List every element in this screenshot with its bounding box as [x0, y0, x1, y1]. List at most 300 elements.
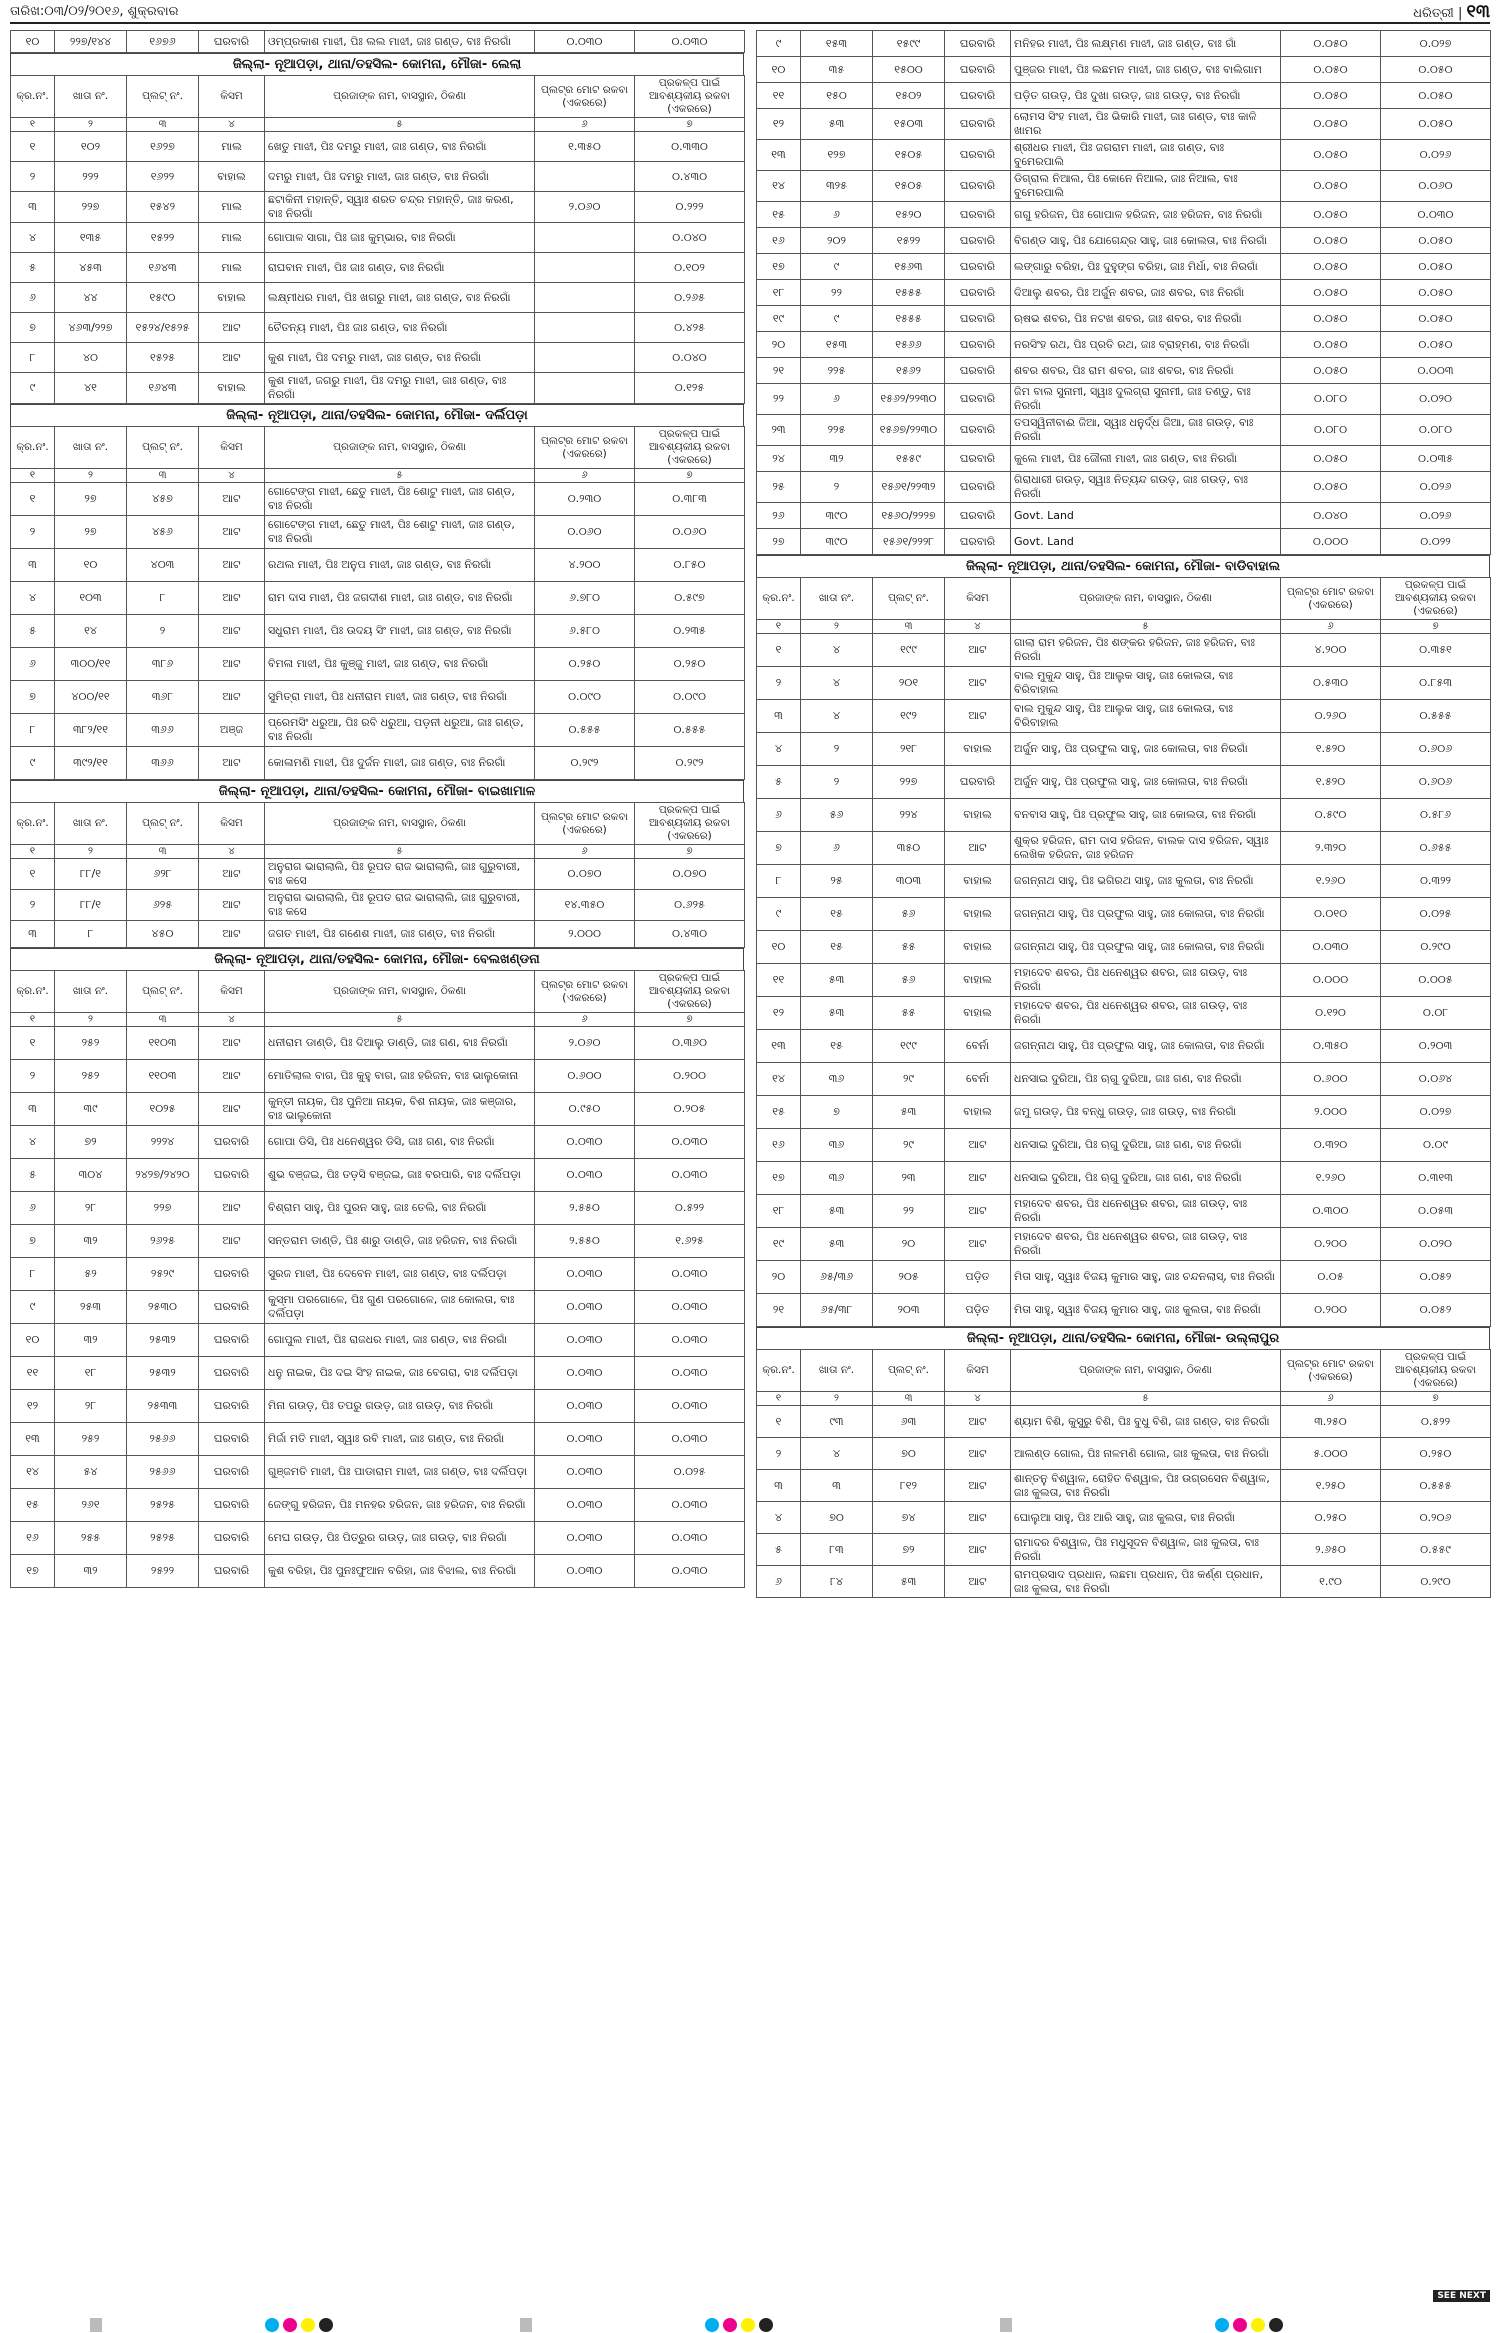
plot-cell: ୧୬୨୨ — [127, 162, 199, 192]
khata-cell: ୩୯୦ — [801, 529, 873, 555]
serial-cell: ୧୦ — [757, 57, 801, 83]
mouza-section — [10, 404, 744, 780]
khata-cell: ୪୫୩ — [55, 253, 127, 283]
serial-cell: ୮ — [11, 343, 55, 373]
name-cell: କୁଶ ମାଝୀ, ଜଗରୁ ମାଝୀ, ପିଃ ଦମରୁ ମାଝୀ, ଜାଃ ଗଣ୍ଡ, ବାଃ ନିରଗାଁ — [265, 373, 535, 404]
khata-cell: ୬୫/୩୬ — [801, 1261, 873, 1294]
plot-cell: ୨୨୪ — [873, 799, 945, 832]
serial-cell: ୩ — [757, 700, 801, 733]
mouza-section — [10, 53, 744, 404]
serial-cell: ୧୦ — [757, 931, 801, 964]
kisam-cell: ଘରବାରି — [199, 1159, 265, 1192]
plot-cell: ୨୩ — [873, 1162, 945, 1195]
serial-cell: ୧ — [11, 483, 55, 516]
name-cell: କୁସ୍ମା ପରଗୋଳେ, ପିଃ ଗୁଣ ପରଗୋଳେ, ଜାଃ କୋଲତା, ବାଃ ଦର୍ଲିପଡ଼ା — [265, 1291, 535, 1324]
total-area-cell: ୦.୦୫ — [1281, 1261, 1381, 1294]
khata-cell: ୨୨୭ — [55, 192, 127, 223]
serial-cell: ୨୦ — [757, 332, 801, 358]
column-header: ପ୍ରକଳ୍ପ ପାଇଁ ଆବଶ୍ୟକୀୟ ରକବା (ଏକରରେ) — [1381, 578, 1491, 620]
khata-cell: ୫୩ — [801, 1228, 873, 1261]
column-header: କିସମ — [199, 971, 265, 1013]
column-header: କ୍ର.ନଂ. — [757, 578, 801, 620]
khata-cell: ୧୮ — [55, 1357, 127, 1390]
gray-bar — [90, 2318, 102, 2332]
name-cell: ଗୋପା ଡିସି, ପିଃ ଧନେଶ୍ୱର ଡିସି, ଜାଃ ଗଣ, ବାଃ ନିରଗାଁ — [265, 1126, 535, 1159]
total-area-cell: ୦.୦୩୦ — [535, 1357, 635, 1390]
kisam-cell: ଆଟ — [199, 890, 265, 921]
kisam-cell: ମାଲ — [199, 223, 265, 253]
required-area-cell: ୦.୦୮୦ — [1381, 415, 1491, 446]
plot-cell: ୪୫୬ — [127, 516, 199, 549]
total-area-cell: ୦.୦୯୦ — [535, 681, 635, 714]
serial-cell: ୨ — [757, 667, 801, 700]
column-header: କିସମ — [199, 76, 265, 118]
kisam-cell: ଘରବାରି — [199, 1291, 265, 1324]
column-index: ୩ — [127, 118, 199, 132]
name-cell: ବିଗଣ୍ଡ ସାହୁ, ପିଃ ଯୋଗେନ୍ଦ୍ର ସାହୁ, ଜାଃ କୋଲତା, ବାଃ ନିରଗାଁ — [1011, 228, 1281, 254]
khata-cell: ୪୧ — [55, 373, 127, 404]
total-area-cell: ୦.୫୩୦ — [1281, 667, 1381, 700]
khata-cell: ୮୮/୧ — [55, 890, 127, 921]
serial-cell: ୨ — [11, 1060, 55, 1093]
name-cell: ଶ୍ୟାମ ବିଶି, କୁସୁରୁ ବିଶି, ପିଃ ବୁଧୁ ବିଶି, ଜାଃ ଗଣ୍ଡ, ବାଃ ନିରଗାଁ — [1011, 1406, 1281, 1438]
plot-cell: ୧୫୨୨ — [127, 223, 199, 253]
total-area-cell: ୦.୦୫୦ — [1281, 57, 1381, 83]
total-area-cell: ୦.୬୦୦ — [535, 1060, 635, 1093]
column-index: ୬ — [535, 118, 635, 132]
required-area-cell: ୦.୦୦୩ — [1381, 358, 1491, 384]
serial-cell: ୧୬ — [757, 1129, 801, 1162]
name-cell: ଅନୁରାଗ ଭାରାଲାଲି, ପିଃ ରୂପତ ରାଜ ଭାରାଲାଲି, ଜାଃ ଗୁରୁବାରୀ, ବାଃ କସେ — [265, 890, 535, 921]
table-row — [11, 747, 745, 780]
kisam-cell: ଆଟ — [945, 1470, 1011, 1502]
column-header: ପ୍ଲଟ୍ ନଂ. — [127, 427, 199, 469]
required-area-cell: ୦.୬୨୫ — [635, 890, 745, 921]
name-cell: ଲକ୍ଷ୍ମୀଧର ମାଝୀ, ପିଃ ଖଗରୁ ମାଝୀ, ଜାଃ ଗଣ୍ଡ, ବାଃ ନିରଗାଁ — [265, 283, 535, 313]
column-index: ୨ — [801, 620, 873, 634]
kisam-cell: ବାହାଲ — [945, 1096, 1011, 1129]
serial-cell: ୧ — [757, 634, 801, 667]
kisam-cell: ଆଟ — [199, 516, 265, 549]
total-area-cell — [535, 162, 635, 192]
table-row — [11, 1357, 745, 1390]
column-header: ପ୍ରକଳ୍ପ ପାଇଁ ଆବଶ୍ୟକୀୟ ରକବା (ଏକରରେ) — [635, 76, 745, 118]
name-cell: ରାମ ଦାସ ମାଝୀ, ପିଃ ଜଗଦୀଶ ମାଝୀ, ଜାଃ ଗଣ୍ଡ, ବାଃ ନିରଗାଁ — [265, 582, 535, 615]
column-header: ପ୍ଲଟ୍‌ର ମୋଟ ରକବା (ଏକରରେ) — [535, 427, 635, 469]
khata-cell: ୧୫ — [801, 898, 873, 931]
plot-cell: ୫୬ — [873, 898, 945, 931]
total-area-cell: ୦.୦୦୦ — [1281, 529, 1381, 555]
table-row — [11, 223, 745, 253]
total-area-cell — [535, 253, 635, 283]
gray-bar — [520, 2318, 532, 2332]
required-area-cell: ୦.୦୮ — [1381, 997, 1491, 1030]
khata-cell: ୪ — [801, 667, 873, 700]
color-dot — [301, 2318, 315, 2332]
plot-cell: ୨୪୨୭/୨୪୨୦ — [127, 1159, 199, 1192]
required-area-cell: ୦.୨୨୨ — [635, 192, 745, 223]
khata-cell: ୫୬ — [801, 799, 873, 832]
column-index: ୬ — [535, 1013, 635, 1027]
required-area-cell: ୦.୩୮୩ — [635, 483, 745, 516]
serial-cell: ୨ — [11, 162, 55, 192]
kisam-cell: ଘରବାରି — [945, 358, 1011, 384]
required-area-cell: ୦.୩୬୦ — [635, 1027, 745, 1060]
required-area-cell: ୦.୦୨୨ — [1381, 529, 1491, 555]
color-dot — [1215, 2318, 1229, 2332]
table-row — [11, 343, 745, 373]
color-dot — [319, 2318, 333, 2332]
required-area-cell: ୦.୦୩୦ — [635, 1390, 745, 1423]
serial-cell: ୨୩ — [757, 415, 801, 446]
total-area-cell: ୦.୬୦୦ — [1281, 1063, 1381, 1096]
khata-cell: ୨୫୨ — [55, 1060, 127, 1093]
kisam-cell: ଘରବାରି — [199, 1555, 265, 1588]
total-area-cell: ୦.୨୯୨ — [535, 747, 635, 780]
kisam-cell: ଘରବାରି — [945, 446, 1011, 472]
total-area-cell — [535, 283, 635, 313]
plot-cell: ୩୬୬ — [127, 714, 199, 747]
required-area-cell: ୦.୨୦୩ — [1381, 1030, 1491, 1063]
required-area-cell: ୦.୪୨୫ — [635, 313, 745, 343]
plot-cell: ୧୫୬୩ — [873, 254, 945, 280]
khata-cell: ୫୩ — [801, 1195, 873, 1228]
column-header: ଖାତା ନଂ. — [55, 76, 127, 118]
mouza-section — [756, 1327, 1490, 1598]
table-row — [11, 1258, 745, 1291]
serial-cell: ୬ — [11, 283, 55, 313]
kisam-cell: ଆଟ — [199, 921, 265, 948]
plot-cell: ୭୨ — [873, 1534, 945, 1566]
khata-cell: ୩୫ — [801, 57, 873, 83]
name-cell: ମନିହର ମାଝୀ, ପିଃ ଲକ୍ଷ୍ମଣ ମାଝୀ, ଜାଃ ଗଣ୍ଡ, ବାଃ ଗାଁ — [1011, 31, 1281, 57]
khata-cell: ୩୨ — [55, 1324, 127, 1357]
name-cell: ବିମଳା ମାଝୀ, ପିଃ କୁଞ୍ଜୁ ମାଝୀ, ଜାଃ ଗଣ୍ଡ, ବାଃ ନିରଗାଁ — [265, 648, 535, 681]
total-area-cell: ୦.୦୩୦ — [535, 1390, 635, 1423]
serial-cell: ୧ — [11, 1027, 55, 1060]
name-cell: ସଧୁରାମ ମାଝୀ, ପିଃ ଉଦୟ ସିଂ ମାଝୀ, ଜାଃ ଗଣ୍ଡ, ବାଃ ନିରଗାଁ — [265, 615, 535, 648]
serial-cell: ୧୯ — [757, 306, 801, 332]
table-row — [757, 57, 1491, 83]
khata-cell: ୭୦ — [801, 1502, 873, 1534]
plot-cell: ୧୯୨ — [873, 700, 945, 733]
kisam-cell: ବାହାଲ — [945, 931, 1011, 964]
kisam-cell: ଘରବାରି — [199, 1258, 265, 1291]
khata-cell: ୪୦୦/୧୧ — [55, 681, 127, 714]
name-cell: ଧନସାଇ ଦୁରିଆ, ପିଃ ଋଗୁ ଦୁରିଆ, ଜାଃ ଗଣ, ବାଃ ନିରଗାଁ — [1011, 1129, 1281, 1162]
serial-cell: ୧୭ — [757, 254, 801, 280]
khata-cell: ୨୨୨ — [55, 162, 127, 192]
table-row — [757, 83, 1491, 109]
column-header: ଖାତା ନଂ. — [55, 971, 127, 1013]
khata-cell: ୪୬୩/୨୨୭ — [55, 313, 127, 343]
plot-cell: ୬୨୮ — [127, 859, 199, 890]
total-area-cell: ୧.୫୨୦ — [1281, 733, 1381, 766]
serial-cell: ୧୩ — [757, 1030, 801, 1063]
plot-cell: ୨୯ — [873, 1063, 945, 1096]
khata-cell: ୩୨ — [55, 1225, 127, 1258]
name-cell: ମହାଦେବ ଶବର, ପିଃ ଧନେଶ୍ୱର ଶବର, ଜାଃ ଗଉଡ଼, ବାଃ ନିରଗାଁ — [1011, 1228, 1281, 1261]
name-cell: ଗଗୁ ହରିଜନ, ପିଃ ଗୋପାଳ ହରିଜନ, ଜାଃ ହରିଜନ, ବାଃ ନିରଗାଁ — [1011, 202, 1281, 228]
column-index: ୨ — [801, 1392, 873, 1406]
plot-cell: ୨୨୨୪ — [127, 1126, 199, 1159]
table-row — [757, 171, 1491, 202]
name-cell: ଛଟାକିନୀ ମହାନ୍ତି, ସ୍ୱାଃ ଶରତ ଚନ୍ଦ୍ର ମହାନ୍ତି, ଜାଃ କରଣ, ବାଃ ନିରଗାଁ — [265, 192, 535, 223]
serial-cell: ୪ — [757, 733, 801, 766]
table-row — [757, 415, 1491, 446]
kisam-cell: ଘରବାରି — [199, 1324, 265, 1357]
index-row — [11, 845, 745, 859]
name-cell: ମୋତିଲାଲ ବାଗ, ପିଃ କୁହୁ ବାଗ, ଜାଃ ହରିଜନ, ବାଃ ଭାଲୁକୋନା — [265, 1060, 535, 1093]
name-cell: ମହାଦେବ ଶବର, ପିଃ ଧନେଶ୍ୱର ଶବର, ଜାଃ ଗଉଡ଼, ବାଃ ନିରଗାଁ — [1011, 997, 1281, 1030]
table-row — [757, 964, 1491, 997]
table-row — [757, 733, 1491, 766]
required-area-cell: ୦.୦୩୦ — [635, 1324, 745, 1357]
required-area-cell: ୦.୦୩୦ — [635, 31, 745, 53]
required-area-cell: ୦.୪୩୦ — [635, 921, 745, 948]
total-area-cell: ୦.୦୩୦ — [535, 31, 635, 53]
khata-cell: ୧୫୦ — [801, 83, 873, 109]
kisam-cell: ଆଟ — [199, 747, 265, 780]
khata-cell: ୩୬ — [801, 1162, 873, 1195]
color-dot — [283, 2318, 297, 2332]
khata-cell: ୧୫୩ — [801, 31, 873, 57]
khata-cell: ୨୨୭/୧୪୪ — [55, 31, 127, 53]
kisam-cell: ଆଟ — [199, 648, 265, 681]
kisam-cell: ଘରବାରି — [199, 1423, 265, 1456]
table-row — [757, 1162, 1491, 1195]
kisam-cell: ଘରବାରି — [199, 1357, 265, 1390]
total-area-cell: ୦.୦୩୦ — [535, 1555, 635, 1588]
plot-cell: ୧୫୨୨ — [873, 228, 945, 254]
color-dot — [1233, 2318, 1247, 2332]
required-area-cell: ୦.୨୫୦ — [1381, 1438, 1491, 1470]
total-area-cell: ୧.୨୬୦ — [1281, 1162, 1381, 1195]
kisam-cell: ଆଟ — [945, 1162, 1011, 1195]
plot-cell: ୧୫୦୩ — [873, 109, 945, 140]
column-header: ଖାତା ନଂ. — [55, 803, 127, 845]
name-cell: ଜଗନ୍ନାଥ ସାହୁ, ପିଃ ଭଗିରଥ ସାହୁ, ଜାଃ କୁଲତା, ବାଃ ନିରଗାଁ — [1011, 865, 1281, 898]
color-dot — [265, 2318, 279, 2332]
name-cell: ଗୋପାଳ ସାଗା, ପିଃ ଜାଃ କୁମ୍ଭାର, ବାଃ ନିରଗାଁ — [265, 223, 535, 253]
plot-cell: ୧୫୬୧/୨୨୩୨ — [873, 472, 945, 503]
kisam-cell: ଆଟ — [199, 549, 265, 582]
serial-cell: ୧୭ — [757, 1162, 801, 1195]
table-row — [11, 162, 745, 192]
column-header: ପ୍ଲଟ୍‌ର ମୋଟ ରକବା (ଏକରରେ) — [535, 803, 635, 845]
table-row — [11, 921, 745, 948]
kisam-cell: ଆଟ — [199, 343, 265, 373]
khata-cell: ୨୫ — [801, 865, 873, 898]
table-row — [757, 446, 1491, 472]
serial-cell: ୬ — [757, 799, 801, 832]
kisam-cell: ଆଟ — [945, 1438, 1011, 1470]
masthead: ଧରିତ୍ରୀ | ୧୩ — [1413, 0, 1490, 22]
serial-cell: ୫ — [757, 766, 801, 799]
kisam-cell: ଆଟ — [199, 1192, 265, 1225]
plot-cell: ୨୦୩ — [873, 1294, 945, 1327]
name-cell: କୁଶ ମାଝୀ, ପିଃ ଦମରୁ ମାଝୀ, ଜାଃ ଗଣ୍ଡ, ବାଃ ନିରଗାଁ — [265, 343, 535, 373]
table-row — [757, 1566, 1491, 1598]
serial-cell: ୩ — [11, 549, 55, 582]
name-cell: ଗୁଞ୍ଜମତି ମାଝୀ, ପିଃ ପାଡାରାମ ମାଝୀ, ଜାଃ ଗଣ୍ଡ, ବାଃ ଦର୍ଲିପଡ଼ା — [265, 1456, 535, 1489]
required-area-cell: ୦.୬୫୫ — [1381, 832, 1491, 865]
table-row — [11, 1093, 745, 1126]
name-cell: ଋଷଭ ଶବର, ପିଃ ନଟଖ ଶବର, ଜାଃ ଶବର, ବାଃ ନିରଗାଁ — [1011, 306, 1281, 332]
khata-cell: ୨ — [801, 766, 873, 799]
plot-cell: ୨୫୩୩ — [127, 1390, 199, 1423]
name-cell: ମିତା ସାହୁ, ସ୍ୱାଃ ବିଜୟ କୁମାର ସାହୁ, ଜାଃ କୁଲତା, ବାଃ ନିରଗାଁ — [1011, 1294, 1281, 1327]
kisam-cell: ଘରବାରି — [199, 1489, 265, 1522]
table-row — [757, 384, 1491, 415]
table-row — [757, 634, 1491, 667]
total-area-cell: ୦.୫୫୫ — [535, 714, 635, 747]
total-area-cell: ୦.୯୫୦ — [535, 1093, 635, 1126]
land-table — [756, 577, 1491, 1327]
name-cell: ପଡ଼ିତ ଗଉଡ଼, ପିଃ ଦୁଖା ଗଉଡ଼, ଜାଃ ଗଉଡ଼, ବାଃ ନିରଗାଁ — [1011, 83, 1281, 109]
required-area-cell: ୦.୦୨୬ — [1381, 140, 1491, 171]
kisam-cell: ଘରବାରି — [945, 472, 1011, 503]
plot-cell: ୨୫୨୫ — [127, 1522, 199, 1555]
plot-cell: ୨୦୫ — [873, 1261, 945, 1294]
name-cell: ଆଲଣ୍ଡ ଗୋଲ, ପିଃ ନାଳମଣି ଗୋଲ, ଜାଃ କୁଲତା, ବାଃ ନିରଗାଁ — [1011, 1438, 1281, 1470]
table-row — [757, 254, 1491, 280]
name-cell: ଜେଙ୍ଗୁ ହରିଜନ, ପିଃ ମନହର ହରିଜନ, ଜାଃ ହରିଜନ, ବାଃ ନିରଗାଁ — [265, 1489, 535, 1522]
khata-cell: ୯ — [801, 306, 873, 332]
serial-cell: ୭ — [11, 313, 55, 343]
khata-cell: ୫୨ — [55, 1258, 127, 1291]
name-cell: ଜଗନ୍ନାଥ ସାହୁ, ପିଃ ପ୍ରଫୁଲ ସାହୁ, ଜାଃ କୋଲତା, ବାଃ ନିରଗାଁ — [1011, 1030, 1281, 1063]
plot-cell: ୫୩ — [873, 1566, 945, 1598]
kisam-cell: ଆଟ — [945, 832, 1011, 865]
total-area-cell: ୦.୦୩୦ — [535, 1423, 635, 1456]
serial-cell: ୧୬ — [11, 1522, 55, 1555]
plot-cell: ୧୫୬୭/୨୨୩୦ — [873, 415, 945, 446]
plot-cell: ୨୫୨୫ — [127, 1489, 199, 1522]
kisam-cell: ଘରବାରି — [945, 280, 1011, 306]
required-area-cell: ୧.୬୨୫ — [635, 1225, 745, 1258]
column-header: ପ୍ଲଟ୍‌ର ମୋଟ ରକବା (ଏକରରେ) — [535, 76, 635, 118]
required-area-cell: ୦.୦୨୫ — [635, 1456, 745, 1489]
total-area-cell: ୨.୬୫୦ — [1281, 1534, 1381, 1566]
total-area-cell: ୦.୨୩୦ — [535, 483, 635, 516]
column-header: କ୍ର.ନଂ. — [11, 803, 55, 845]
name-cell: ରଥଲ ମାଝୀ, ପିଃ ଅନୁପ ମାଝୀ, ଜାଃ ଗଣ୍ଡ, ବାଃ ନିରଗାଁ — [265, 549, 535, 582]
table-row — [757, 529, 1491, 555]
serial-cell: ୪ — [11, 223, 55, 253]
name-cell: ଗିରାଧାରୀ ଗଉଡ଼, ସ୍ୱାଃ ନିତ୍ୟନ୍ଦ ଗଉଡ଼, ଜାଃ ଗଉଡ଼, ବାଃ ନିରଗାଁ — [1011, 472, 1281, 503]
gray-bar — [1000, 2318, 1012, 2332]
required-area-cell: ୦.୦୨୫ — [1381, 898, 1491, 931]
total-area-cell: ୦.୦୫୦ — [1281, 228, 1381, 254]
table-row — [757, 700, 1491, 733]
required-area-cell: ୦.୬୦୬ — [1381, 766, 1491, 799]
required-area-cell: ୦.୦୫୦ — [1381, 57, 1491, 83]
total-area-cell: ୦.୦୫୦ — [1281, 332, 1381, 358]
plot-cell: ୩୦୩ — [873, 865, 945, 898]
table-row — [757, 667, 1491, 700]
name-cell: ବାଲ ମୁକୁନ୍ଦ ସାହୁ, ପିଃ ଆଲୁକ ସାହୁ, ଜାଃ କୋଲତା, ବାଃ ବିରିବାହାଲ — [1011, 700, 1281, 733]
column-header: କିସମ — [199, 427, 265, 469]
table-row — [11, 615, 745, 648]
plot-cell: ୧୬୪୩ — [127, 373, 199, 404]
column-header: ଖାତା ନଂ. — [55, 427, 127, 469]
table-row — [757, 332, 1491, 358]
plot-cell: ୪୫୦ — [127, 921, 199, 948]
table-row — [11, 483, 745, 516]
kisam-cell: ଆଟ — [199, 1027, 265, 1060]
color-dot — [1251, 2318, 1265, 2332]
see-next-label: SEE NEXT — [1433, 2290, 1490, 2302]
khata-cell: ୯ — [801, 254, 873, 280]
khata-cell: ୩୨୫ — [801, 171, 873, 202]
table-row — [11, 1027, 745, 1060]
column-index: ୩ — [127, 1013, 199, 1027]
table-row — [757, 503, 1491, 529]
total-area-cell: ୦.୩୦୦ — [1281, 1195, 1381, 1228]
khata-cell: ୧୫ — [801, 1030, 873, 1063]
table-row — [757, 1228, 1491, 1261]
kisam-cell: ମାଲ — [199, 132, 265, 162]
name-cell: ଲଙ୍ଗାରୁ ବରିହା, ପିଃ ଦୁହୁଙ୍ଗ ବରିହା, ଜାଃ ମିର୍ଧା, ବାଃ ନିରଗାଁ — [1011, 254, 1281, 280]
mouza-section — [10, 780, 744, 948]
section-title: ଜିଲ୍ଲା- ନୂଆପଡ଼ା, ଥାନା/ତହସିଲ- କୋମନା, ମୌଜା- ବାଇଖାମାଳ — [10, 780, 744, 802]
khata-cell: ୩୬ — [801, 1129, 873, 1162]
kisam-cell: ଘରବାରି — [945, 202, 1011, 228]
plot-cell: ୮ — [127, 582, 199, 615]
required-area-cell: ୦.୦୩୦ — [635, 1423, 745, 1456]
column-header: ପ୍ଲଟ୍‌ର ମୋଟ ରକବା (ଏକରରେ) — [535, 971, 635, 1013]
khata-cell: ୧୩୫ — [55, 223, 127, 253]
table-row — [11, 549, 745, 582]
required-area-cell: ୦.୦୨୦ — [1381, 1228, 1491, 1261]
required-area-cell: ୦.୦୬୦ — [1381, 171, 1491, 202]
column-index: ୪ — [199, 1013, 265, 1027]
serial-cell: ୩ — [11, 1093, 55, 1126]
name-cell: ଜଗନ୍ନାଥ ସାହୁ, ପିଃ ପ୍ରଫୁଲ ସାହୁ, ଜାଃ କୋଲତା, ବାଃ ନିରଗାଁ — [1011, 898, 1281, 931]
serial-cell: ୧୫ — [757, 202, 801, 228]
plot-cell: ୧୯୯ — [873, 634, 945, 667]
khata-cell: ୧୪ — [55, 615, 127, 648]
required-area-cell: ୦.୦୩୦ — [635, 1126, 745, 1159]
table-row — [11, 714, 745, 747]
name-cell: ପୁଞ୍ଜର ମାଝୀ, ପିଃ ଲଛମନ ମାଝୀ, ଜାଃ ଗଣ୍ଡ, ବାଃ ବାଲିଗାମ — [1011, 57, 1281, 83]
serial-cell: ୪ — [11, 1126, 55, 1159]
serial-cell: ୨୬ — [757, 503, 801, 529]
serial-cell: ୮ — [11, 1258, 55, 1291]
total-area-cell: ୨.୦୦୦ — [535, 921, 635, 948]
section-title: ଜିଲ୍ଲା- ନୂଆପଡ଼ା, ଥାନା/ତହସିଲ- କୋମନା, ମୌଜା- ଉଲ୍ଲାପୁର — [756, 1327, 1490, 1349]
kisam-cell: ଆଟ — [945, 667, 1011, 700]
column-index: ୭ — [1381, 1392, 1491, 1406]
column-index: ୧ — [757, 1392, 801, 1406]
column-header: ପ୍ରଜାଙ୍କ ନାମ, ବାସସ୍ଥାନ, ଠିକଣା — [1011, 1350, 1281, 1392]
total-area-cell: ୨.୦୦୦ — [1281, 1096, 1381, 1129]
table-row — [757, 1438, 1491, 1470]
plot-cell: ୧୫୫୫ — [873, 306, 945, 332]
land-table — [10, 970, 745, 1588]
name-cell: Govt. Land — [1011, 503, 1281, 529]
land-table — [756, 1349, 1491, 1598]
required-area-cell: ୦.୫୯୭ — [635, 582, 745, 615]
kisam-cell: ଆଟ — [199, 313, 265, 343]
name-cell: ମିନା ଗଉଡ଼, ପିଃ ତପରୁ ଗଉଡ଼, ଜାଃ ଗଉଡ଼, ବାଃ ନିରଗାଁ — [265, 1390, 535, 1423]
plot-cell: ୧୧୦୩ — [127, 1060, 199, 1093]
table-row — [757, 1502, 1491, 1534]
total-area-cell: ୧.୯୦ — [1281, 1566, 1381, 1598]
total-area-cell: ୦.୦୫୦ — [1281, 171, 1381, 202]
table-row — [757, 1294, 1491, 1327]
